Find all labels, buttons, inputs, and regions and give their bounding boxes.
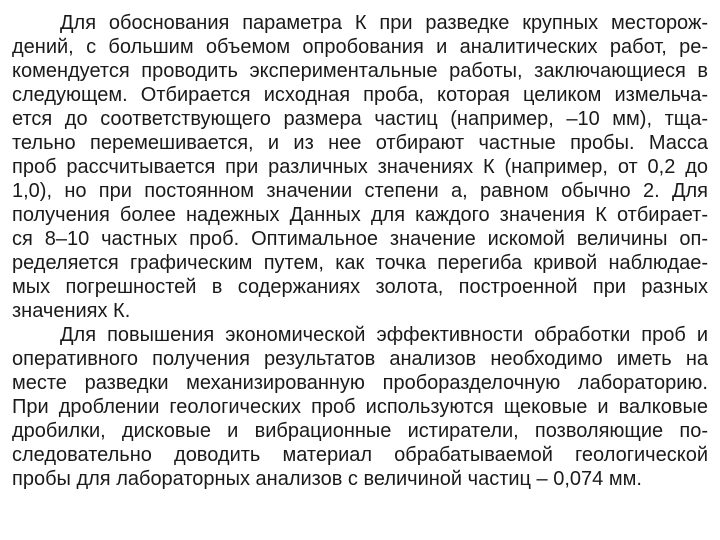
paragraph-2-line-2: оперативного получения результатов анализов необходимо иметь на (12, 348, 708, 370)
paragraph-2-line-3: месте разведки механизированную проборазделочную лабораторию. (12, 372, 708, 394)
paragraph-2-line-4: При дроблении геологических проб используются щековые и валковые (12, 396, 708, 418)
paragraph-1-line-10: ся 8–10 частных проб. Оптимальное значение искомой величины оп- (12, 228, 708, 250)
paragraph-2-line-1: Для повышения экономической эффективности обработки проб и (60, 324, 708, 346)
paragraph-1-line-6: тельно перемешивается, и из нее отбирают частные пробы. Масса (12, 132, 708, 154)
paragraph-1-line-7: проб рассчитывается при различных значениях К (например, от 0,2 до (12, 156, 708, 178)
paragraph-1-line-5: ется до соответствующего размера частиц (например, –10 мм), тща- (12, 108, 708, 130)
paragraph-1-line-12: мых погрешностей в содержаниях золота, построенной при разных (12, 276, 708, 298)
paragraph-1-line-9: получения более надежных Данных для каждого значения К отбирает- (12, 204, 708, 226)
paragraph-1-line-13: значениях К. (12, 300, 131, 322)
paragraph-2-line-7: пробы для лабораторных анализов с величиной частиц – 0,074 мм. (12, 468, 642, 490)
paragraph-1-line-8: 1,0), но при постоянном значении степени а, равном обычно 2. Для (12, 180, 708, 202)
paragraph-2-line-5: дробилки, дисковые и вибрационные истиратели, позволяющие по- (12, 420, 708, 442)
paragraph-1-line-2: дений, с большим объемом опробования и аналитических работ, ре- (12, 36, 708, 58)
paragraph-2-line-6: следовательно доводить материал обрабатываемой геологической (12, 444, 708, 466)
paragraph-1-line-3: комендуется проводить экспериментальные работы, заключающиеся в (12, 60, 708, 82)
paragraph-1-line-1: Для обоснования параметра К при разведке крупных месторож- (60, 12, 708, 34)
paragraph-1-line-11: ределяется графическим путем, как точка перегиба кривой наблюдае- (12, 252, 708, 274)
paragraph-1-line-4: следующем. Отбирается исходная проба, которая целиком измельча- (12, 84, 708, 106)
